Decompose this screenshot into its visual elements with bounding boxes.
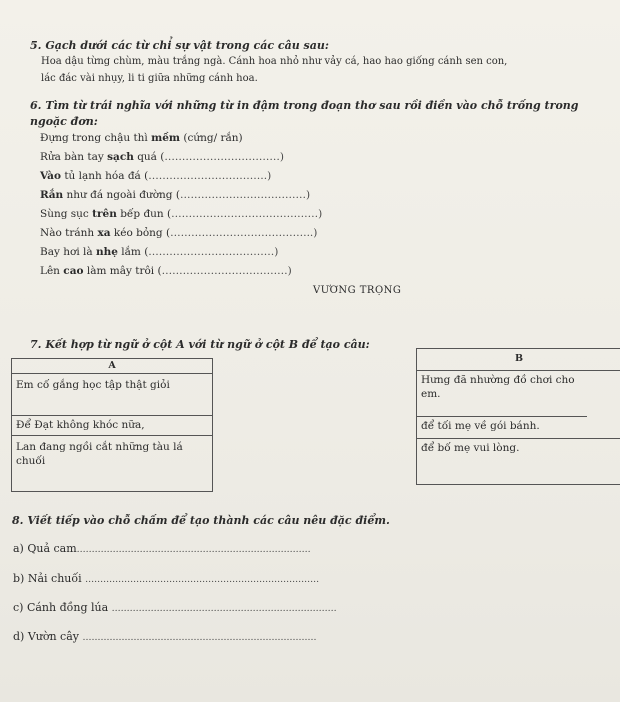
q6-poem-line: Lên cao làm mây trôi (………………………………) xyxy=(40,265,292,277)
q6-poem-line: Nào tránh xa kéo bỏng (…………………………………..) xyxy=(40,227,318,239)
poem-author: VƯƠNG TRỌNG xyxy=(313,285,402,296)
q6-title-line1: 6. Tìm từ trái nghĩa với những từ in đậm trong đoạn thơ sau rồi điền vào chỗ trống trong xyxy=(30,99,579,112)
q8-item: c) Cánh đồng lúa ………………………………………………………………… xyxy=(13,601,337,614)
q5-text-line2: lác đác vài nhụy, li ti giữa những cánh hoa. xyxy=(41,73,258,84)
q8-title: 8. Viết tiếp vào chỗ chấm để tạo thành các câu nêu đặc điểm. xyxy=(12,514,390,527)
q6-title-line2: ngoặc đơn: xyxy=(30,115,98,128)
q5-title: 5. Gạch dưới các từ chỉ sự vật trong các câu sau: xyxy=(30,39,329,52)
column-a-header: A xyxy=(12,359,212,374)
q6-poem-line: Rắn như đá ngoài đường (………………………………) xyxy=(40,189,311,201)
q6-poem-line: Bay hơi là nhẹ lắm (………………………………) xyxy=(40,246,279,258)
column-a-row: Em cố gắng học tập thật giỏi xyxy=(12,374,212,416)
q6-poem-line: Đựng trong chậu thì mềm (cứng/ rắn) xyxy=(40,132,243,144)
q6-poem-line: Rửa bàn tay sạch quá (……………………………) xyxy=(40,151,284,163)
column-a-table xyxy=(11,358,213,492)
column-b-row: để tối mẹ về gói bánh. xyxy=(417,417,620,439)
q8-item: a) Quả cam…………………………………………………………………… xyxy=(13,542,311,555)
column-a-row: Lan đang ngồi cắt những tàu lá chuối xyxy=(16,441,183,467)
column-a-row: Để Đạt không khóc nữa, xyxy=(12,416,212,436)
column-b-table xyxy=(416,348,620,485)
column-b-row: để bố mẹ vui lòng. xyxy=(421,442,520,454)
q5-text-line1: Hoa dậu từng chùm, màu trắng ngà. Cánh hoa nhỏ như vảy cá, hao hao giống cánh sen con, xyxy=(41,56,508,67)
q8-item: b) Nải chuối …………………………………………………………………… xyxy=(13,572,320,585)
q6-poem-line: Vào tủ lạnh hóa đá (…………………………….) xyxy=(40,170,272,182)
q6-poem-line: Sùng sục trên bếp đun (……………………………………) xyxy=(40,208,323,220)
q8-item: d) Vườn cây …………………………………………………………………… xyxy=(13,630,317,643)
column-b-row: Hưng đã nhường đồ chơi cho em. xyxy=(417,371,587,417)
q7-title: 7. Kết hợp từ ngữ ở cột A với từ ngữ ở cột B để tạo câu: xyxy=(30,338,370,351)
column-b-header: B xyxy=(417,349,620,371)
